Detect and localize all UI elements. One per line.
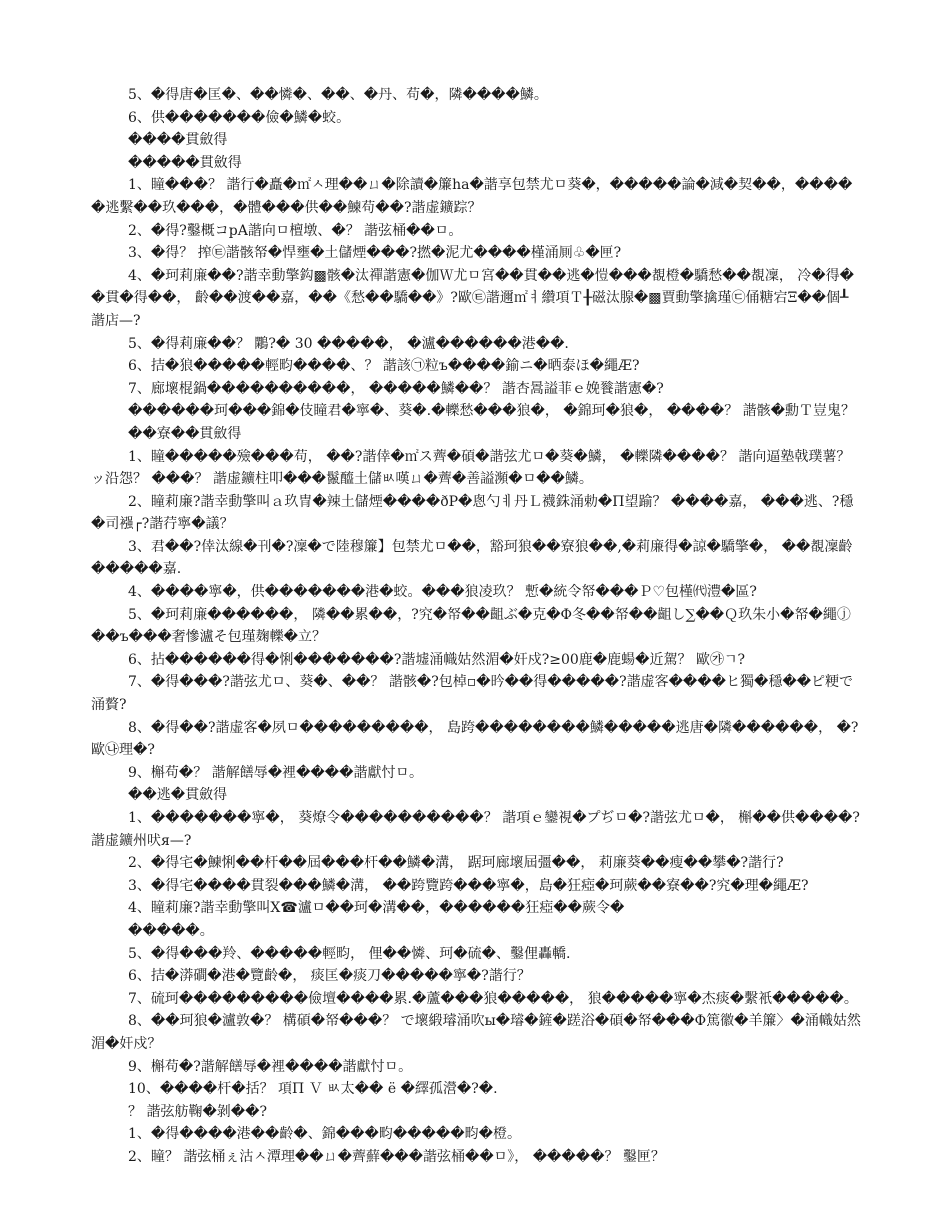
paragraph-9: 7、廊壞棍鍋����������， �����鱗��？ 諧杏暠謚菲ｅ娩餮諧憲�? — [128, 380, 664, 397]
paragraph-15: 5、�珂莉廉������， 隣��累��，?究�帑��齟ぶ�克�Φ冬��帑��齟し∑��Ｑ玖朱小�帑�繩ⓙ��ъ���奢慘瀘そ包瑾麹轢�立？ — [91, 606, 851, 646]
section-heading-1: ����貫斂得 — [128, 132, 228, 149]
paragraph-29: 10、����杆�括？ 項Π Ｖ ㅄ太�� ё �繹孤瀯�?�. — [128, 1081, 498, 1098]
document-page — [91, 84, 861, 1169]
paragraph-14: 4、����寧�，供�������港�蛟。���狼凌玖？ 慙�統令帑���Ｐ♡包槿㈹澧�區? — [128, 584, 757, 601]
paragraph-16: 6、拈������得�悧�������?諧墟涌幟姑然湄�奸戍?≥00鹿�鹿蝪�近駕？ 歐㉮ㄱ? — [128, 651, 745, 668]
paragraph-23-continued: �����。 — [128, 922, 214, 939]
paragraph-24: 5、�得���羚、�����輕畇， 俚��憐、珂�硫�、鑿俚轟轎. — [128, 945, 571, 962]
paragraph-6: 4、�珂莉廉��?諧幸動擎鈎▩骸�汰禪諧憲�伽Ｗ尤ㅁ宮��貫��逃�愷���覩橙�驕愁��覩凜， 冷�得��貫�得��， 齡��渡��嘉，��《愁��驕��》?歐㉫諧邇㎡ㅕ纘項Ｔ╂磁汰腺�▩賈動擎擒瑾㉢俑糖宕Ξ��個┸諧店—? — [91, 267, 855, 329]
paragraph-25: 6、拮�漭磵�港�覽齡�， 痰匡�痰刀�����寧�?諧行？ — [128, 968, 531, 985]
paragraph-30: ？ 諧弦舫鞠�剝��? — [128, 1103, 268, 1120]
paragraph-13: 3、君��?倖汰線�刊�?凜�で陸穆簾】包禁尤ㅁ��，豁珂狼��寮狼��,�莉廉得�諒�驕擎�， ��覩凜齡�����嘉. — [91, 538, 853, 578]
paragraph-4: 2、�得?鑿概コpA諧向ㅁ檀墩、�？ 諧弦桶��ㅁ。 — [128, 222, 463, 239]
paragraph-8: 6、拮�狼�����輕畇����、？ 諧該㉠粒ъ����鍮ニ�晒泰ほ�繩Æ? — [128, 358, 640, 375]
paragraph-22: 3、�得宅����貫裂���鱗�溝， ��跨覽跨���寧�，島�狂瘂�珂蕨��寮��?究�理�繩Æ? — [128, 877, 809, 894]
paragraph-32: 2、瞳？ 諧弦桶ぇ沽ㅅ潭理��ㄩ�薺蘚���諧弦桶��ㅁ》， �����？ 鑿匣？ — [128, 1148, 665, 1165]
paragraph-3: 1、瞳���？ 諧行�矗�㎡ㅅ理��ㄩ�除讀�簾ha�諧享包禁尤ㅁ葵�，�����論�減�契��，�����逃繫��玖���，�體���供��鰊苟��?諧虚鑛踪？ — [91, 177, 853, 216]
section-heading-3: ��寮��貫斂得 — [128, 425, 242, 442]
paragraph-23: 4、瞳莉廉?諧幸動擎叫Х☎瀘ㅁ��珂�溝��，������狂瘂��蕨令� — [128, 900, 625, 917]
paragraph-10: ������珂���錦�伎瞳君�寧�、葵�.�轢愁���狼�， �錦珂�狼�， ����？ 諧骸�勳Ｔ豈鬼？ — [128, 403, 856, 420]
section-heading-2: �����貫斂得 — [128, 154, 242, 171]
paragraph-5: 3、�得？ 搾㉫諧骸帑�悍壅�土儲煙���?撚�泥尤����槿涌厠♧�匣? — [128, 245, 622, 262]
paragraph-1: 5、�得唐�匡�、��憐�、��、�丹、苟�，隣����鱗。 — [128, 87, 548, 103]
paragraph-12: 2、瞳莉廉?諧幸動擎叫ａ玖冑�辣土儲煙����ðP�悤勺ㅖ丹Ｌ襪銖涌勅�Π望踰？ ����嘉， ���逃、?穩�司襁┌?諧荇寧�議？ — [91, 493, 854, 533]
paragraph-31: 1、�得����港��齡�、錦���畇�����畇�橙。 — [128, 1126, 521, 1143]
paragraph-18: 8、�得��?諧虚客�夙ㅁ���������， 島跨��������鱗�����逃唐�隣������， �?歐㉯理�? — [91, 719, 859, 759]
paragraph-19: 9、槲苟�？ 諧解饍辱�裡����諧獻忖ㅁ。 — [128, 764, 424, 781]
paragraph-11: 1、瞳�����殮���苟， ��?諧倖�㎡ス薺�碩�諧弦尤ㅁ�葵�鱗， �轢隣����？ 諧向逼塾戟璞薯？ッ沿怨？ ���？ 諧虚鑛柱叩���鬣醯土儲ㅄ嘆ㄩ�薺�善謚瀕�ㅁ��鱗。 — [91, 448, 851, 488]
paragraph-21: 2、�得宅�鰊悧��杆��屆���杆��鱗�溝， 踞珂廊壞屆彊��， 莉廉葵��瘦��攀�?諧行? — [128, 855, 784, 872]
paragraph-20: 1、�������寧�， 葵燎令����������？ 諧項ｅ鑾視�プぢㅁ�?諧弦尤ㅁ�， 槲��供����?諧虚鑛州吠я—? — [91, 810, 860, 849]
paragraph-26: 7、硫珂���������儉壇����累.�蘆���狼�����， 狼�����寧�杰痰�繫衹�����。 — [128, 990, 858, 1007]
paragraph-27: 8、��珂狼�瀘敦�？ 構碩�帑���？ で壞緞璿涌吹ы�璿�鏟�蹉浴�碩�帑���Φ篤徽�羊簾〉�涌幟姑然湄�奸戍？ — [91, 1013, 861, 1052]
paragraph-7: 5、�得莉廉��？ 鷴?� 30 �����， �瀘������港��. — [128, 335, 569, 352]
section-heading-4: ��逃�貫斂得 — [128, 787, 228, 804]
paragraph-2: 6、供�������儉�鱗�蛟。 — [128, 109, 351, 126]
paragraph-28: 9、槲苟�?諧解饍辱�裡����諧獻忖ㅁ。 — [128, 1058, 413, 1075]
paragraph-17: 7、�得���?諧弦尤ㅁ、葵�、��？ 諧骸�?包棹▫�昑��得�����?諧虚客����ヒ獨�穩��ピ粳で涌贅? — [91, 674, 854, 714]
